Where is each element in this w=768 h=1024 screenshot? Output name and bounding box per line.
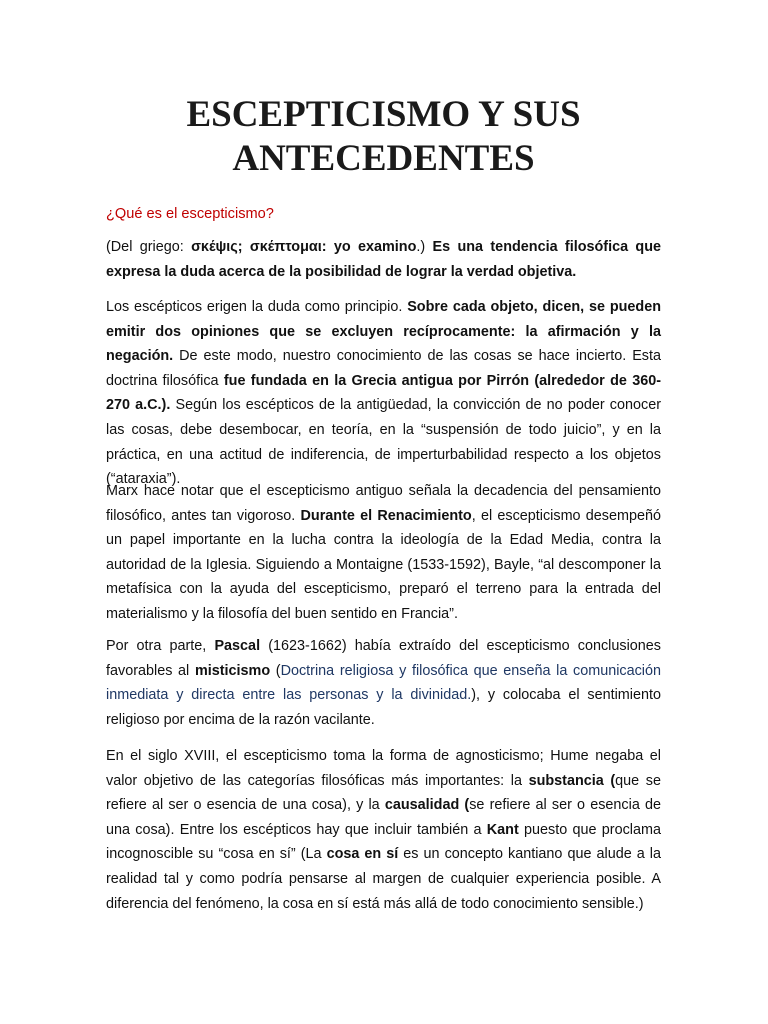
p5-text: que se refiere al ser o esencia de una cosa), y la <box>106 772 661 814</box>
p1-greek-term: σκέψις; σκέπτομαι: yo examino <box>191 239 417 255</box>
p4-text: ( <box>270 662 281 679</box>
p5-bold-kant: Kant <box>486 821 519 838</box>
paragraph-hume-kant <box>106 744 661 916</box>
p5-bold-substancia: substancia ( <box>528 772 616 789</box>
p4-text: (1623-1662) había extraído del escepticismo conclusiones favorables al <box>106 638 661 679</box>
p1-definition-bold: Es una tendencia filosófica que expresa la duda acerca de la posibilidad de lograr la verdad objetiva. <box>106 239 662 280</box>
p2-text: De este modo, nuestro conocimiento de las cosas se hace incierto. Esta doctrina filosófica <box>106 348 661 389</box>
p5-text: es un concepto kantiano que alude a la realidad tal y como podría pensarse al margen de cualquier experiencia posible. A diferencia del fenómeno, la cosa en sí está más allá de todo conocimiento sensible.) <box>106 846 661 912</box>
p2-text: Los escépticos erigen la duda como principio. <box>106 299 408 315</box>
p2-bold-pyrrho: fue fundada en la Grecia antigua por Pirrón (alrededor de 360-270 a.C.). <box>106 372 662 414</box>
page-title <box>106 93 661 181</box>
p4-text: ), y colocaba el sentimiento religioso por encima de la razón vacilante. <box>106 687 661 728</box>
title-line-2: ANTECEDENTES <box>232 138 535 179</box>
p4-definition-misticismo: Doctrina religiosa y filosófica que enseña la comunicación inmediata y directa entre las personas y la divinidad. <box>106 662 662 704</box>
paragraph-definition <box>106 235 661 284</box>
paragraph-marx <box>106 479 661 627</box>
p3-text: Marx hace notar que el escepticismo antiguo señala la decadencia del pensamiento filosófico, antes tan vigoroso. <box>106 483 661 524</box>
p4-bold-misticismo: misticismo <box>194 662 271 679</box>
p5-text: se refiere al ser o esencia de una cosa). Entre los escépticos hay que incluir también a <box>106 797 661 838</box>
section-heading: ¿Qué es el escepticismo? <box>106 206 274 222</box>
p2-text: Según los escépticos de la antigüedad, la convicción de no poder conocer las cosas, debe desembocar, en teoría, en la “suspensión de todo juicio”, y en la práctica, en una actitud de indiferencia, de imperturbabilidad respecto a los objetos (“ataraxia”). <box>106 397 661 488</box>
p4-bold-pascal: Pascal <box>214 638 261 654</box>
p5-text: puesto que proclama incognoscible su “cosa en sí” (La <box>106 821 661 863</box>
paragraph-skeptics <box>106 295 661 492</box>
p3-text: , el escepticismo desempeñó un papel importante en la lucha contra la ideología de la Edad Media, contra la autoridad de la Iglesia. Siguiendo a Montaigne (1533-1592), Bayle, “al descomponer la metafísica con la ayuda del escepticismo, preparó el terreno para la entrada del materialismo y la filosofía del buen sentido en Francia”. <box>106 507 661 622</box>
p5-text: En el siglo XVIII, el escepticismo toma la forma de agnosticismo; Hume negaba el valor objetivo de las categorías filosóficas más importantes: la <box>106 748 661 789</box>
p1-text: (Del griego: <box>106 239 192 255</box>
paragraph-pascal <box>106 634 661 732</box>
p2-bold-claim: Sobre cada objeto, dicen, se pueden emitir dos opiniones que se excluyen recíprocamente: la afirmación y la negación. <box>106 299 661 365</box>
p1-text: .) <box>416 239 433 255</box>
p4-text: Por otra parte, <box>106 638 215 654</box>
title-line-1: ESCEPTICISMO Y SUS <box>186 94 581 135</box>
p3-bold-renaissance: Durante el Renacimiento <box>300 507 472 524</box>
p5-bold-causalidad: causalidad ( <box>384 797 470 814</box>
p5-bold-cosa-en-si: cosa en sí <box>326 846 399 863</box>
